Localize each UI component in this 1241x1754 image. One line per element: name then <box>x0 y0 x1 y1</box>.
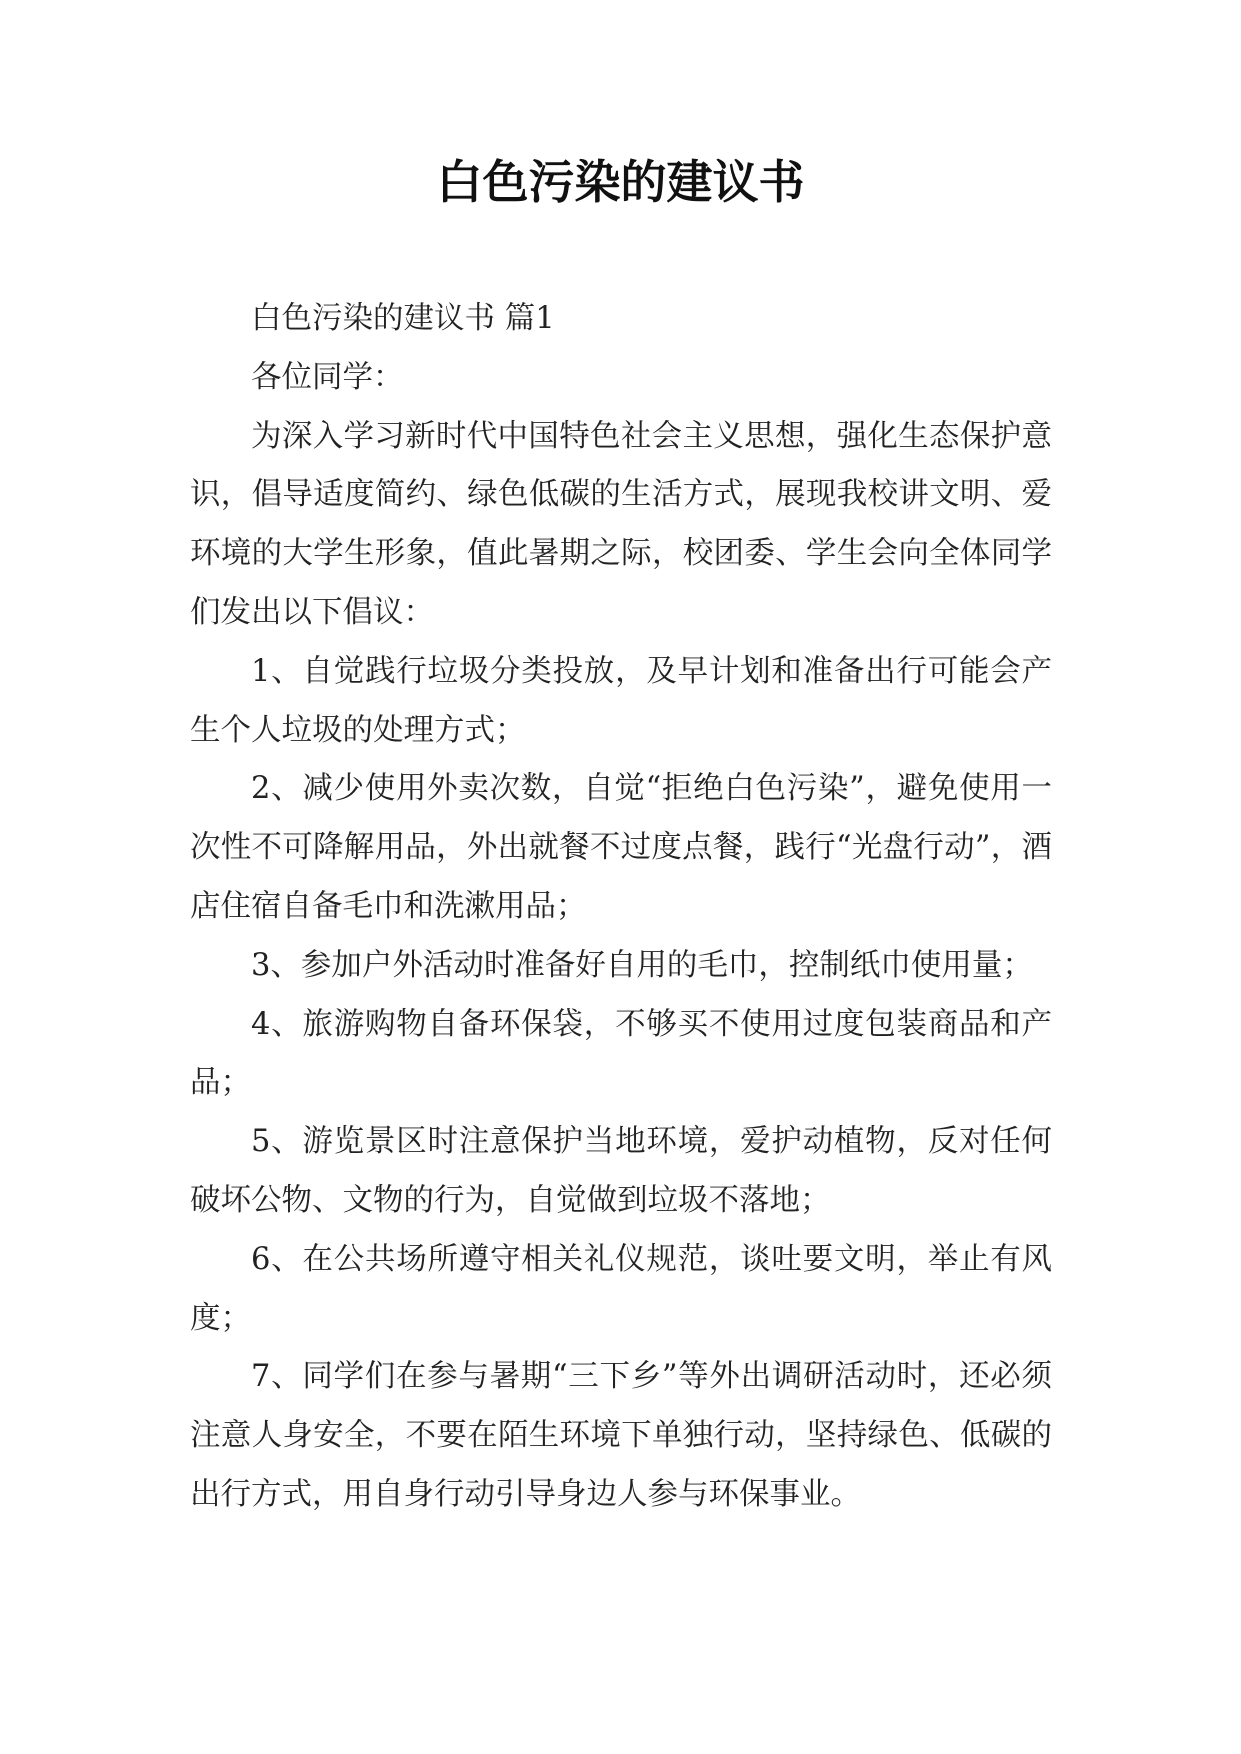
section-heading: 白色污染的建议书 篇1 <box>251 301 555 336</box>
proposal-item-7: 7、同学们在参与暑期“三下乡”等外出调研活动时，还必须注意人身安全，不要在陌生环境下单独行动，坚持绿色、低碳的出行方式，用自身行动引导身边人参与环保事业。 <box>190 1359 1052 1512</box>
proposal-item-1: 1、自觉践行垃圾分类投放，及早计划和准备出行可能会产生个人垃圾的处理方式； <box>190 653 1052 748</box>
document-body <box>190 290 1052 1525</box>
salutation: 各位同学： <box>251 359 404 395</box>
document-title: 白色污染的建议书 <box>436 155 805 209</box>
proposal-item-5: 5、游览景区时注意保护当地环境，爱护动植物，反对任何破坏公物、文物的行为，自觉做到垃圾不落地； <box>190 1124 1052 1218</box>
proposal-item-3: 3、参加户外活动时准备好自用的毛巾，控制纸巾使用量； <box>251 947 1033 983</box>
proposal-item-4: 4、旅游购物自备环保袋，不够买不使用过度包装商品和产品； <box>190 1006 1052 1101</box>
intro-paragraph: 为深入学习新时代中国特色社会主义思想，强化生态保护意识，倡导适度简约、绿色低碳的生活方式，展现我校讲文明、爱环境的大学生形象，值此暑期之际，校团委、学生会向全体同学们发出以下倡议： <box>190 418 1052 630</box>
proposal-item-6: 6、在公共场所遵守相关礼仪规范，谈吐要文明，举止有风度； <box>190 1241 1052 1336</box>
proposal-item-2: 2、减少使用外卖次数，自觉“拒绝白色污染”，避免使用一次性不可降解用品，外出就餐不过度点餐，践行“光盘行动”，酒店住宿自备毛巾和洗漱用品； <box>190 771 1052 924</box>
